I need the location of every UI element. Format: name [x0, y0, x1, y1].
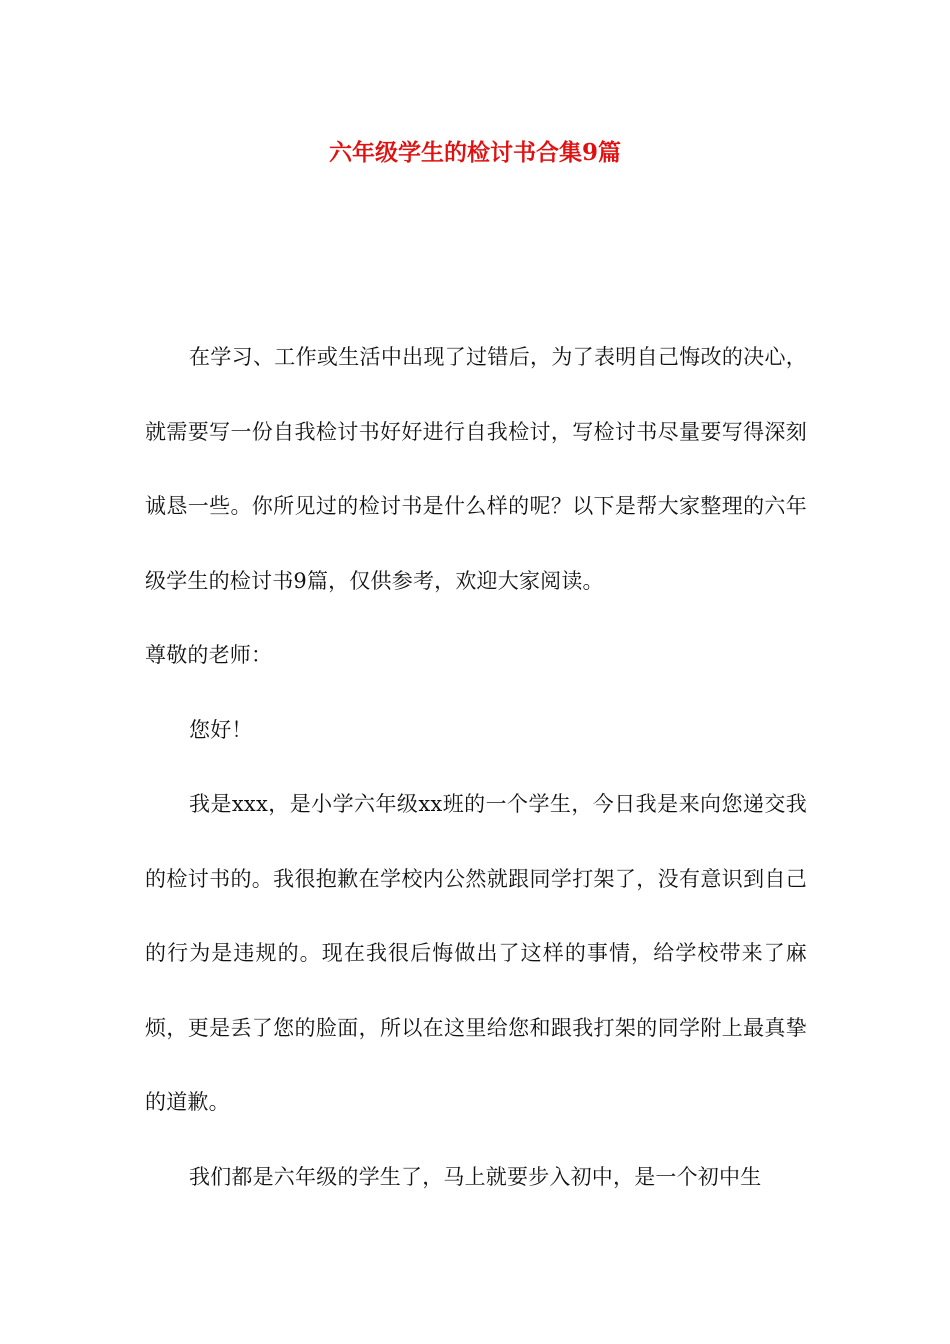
document-title: 六年级学生的检讨书合集9篇	[328, 139, 621, 166]
document-body	[145, 320, 807, 1214]
body-paragraph: 我们都是六年级的学生了，马上就要步入初中，是一个初中生	[189, 1164, 762, 1189]
salutation: 尊敬的老师：	[145, 643, 273, 667]
intro-paragraph: 在学习、工作或生活中出现了过错后，为了表明自己悔改的决心，就需要写一份自我检讨书好好进行自我检讨，写检讨书尽量要写得深刻诚恳一些。你所见过的检讨书是什么样的呢？以下是帮大家整理的六年级学生的检讨书9篇，仅供参考，欢迎大家阅读。	[145, 345, 807, 593]
body-paragraph: 我是xxx，是小学六年级xx班的一个学生，今日我是来向您递交我的检讨书的。我很抱歉在学校内公然就跟同学打架了，没有意识到自己的行为是违规的。现在我很后悔做出了这样的事情，给学校带来了麻烦，更是丢了您的脸面，所以在这里给您和跟我打架的同学附上最真挚的道歉。	[145, 792, 807, 1114]
greeting: 您好！	[189, 717, 253, 742]
